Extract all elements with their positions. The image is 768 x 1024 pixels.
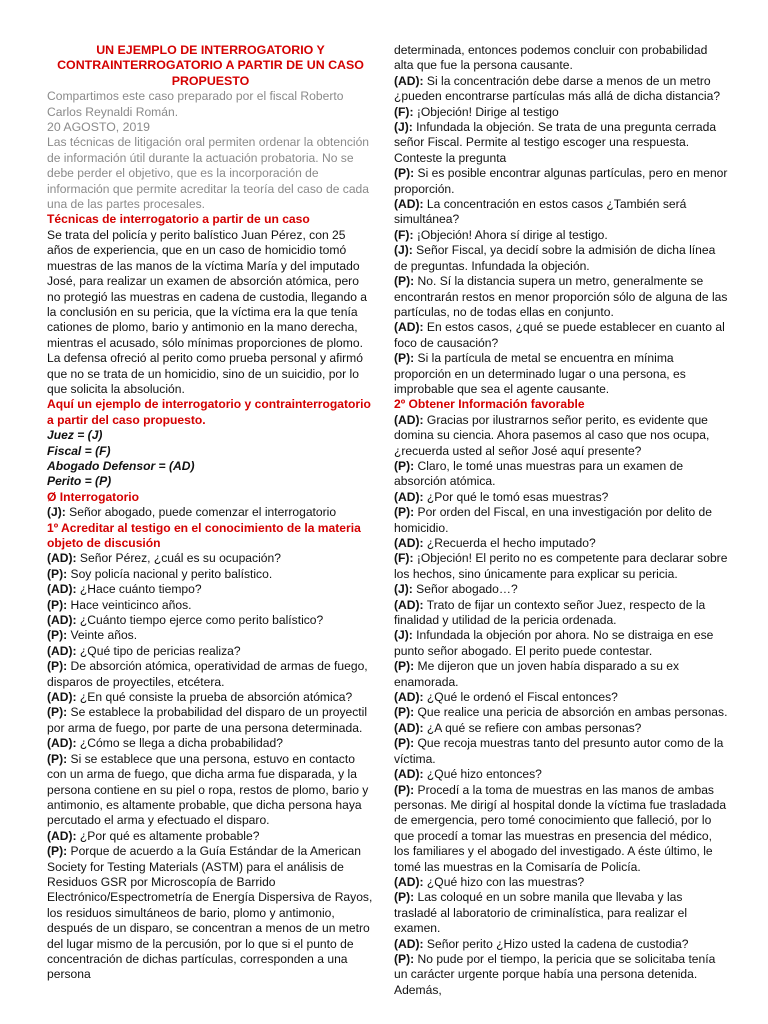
dialogue-text: Se establece la probabilidad del disparo de un proyectil por arma de fuego, por parte de una persona determinada. bbox=[47, 705, 368, 735]
section-heading-acreditar: 1º Acreditar al testigo en el conocimiento de la materia objeto de discusión bbox=[47, 520, 361, 550]
article-intro: Las técnicas de litigación oral permiten ordenar la obtención de información útil durante la actuación probatoria. No se debe perder el objetivo, que es la incorporación de información que permite acreditar la teoría del caso de cada una de las partes procesales. bbox=[47, 135, 370, 212]
dialogue-text: Porque de acuerdo a la Guía Estándar de la American Society for Testing Materials (ASTM) para el análisis de Residuos GSR por Microscopía de Barrido Electrónico/Espectrometría de Energía Dispersiva de Rayos, los residuos simultáneos de bario, plomo y antimonio, después de un disparo, se concentran a menos de un metro del lugar mismo de la percusión, por lo que si el punto de concentración de dichas partículas, corresponden a una persona bbox=[47, 844, 373, 982]
dialogue-text: Si se establece que una persona, estuvo en contacto con un arma de fuego, que dicha arma fue disparada, y la persona contiene en su piel o ropa, restos de plomo, bario y antimonio, es altamente probable, que dicha persona haya percutado el arma y efectuado el disparo. bbox=[47, 751, 369, 828]
speaker-label: (P): bbox=[394, 705, 415, 720]
speaker-label: (P): bbox=[47, 659, 68, 674]
dialogue-line bbox=[394, 628, 728, 659]
dialogue-text: ¿Qué tipo de pericias realiza? bbox=[76, 643, 241, 658]
dialogue-line bbox=[47, 613, 374, 628]
dialogue-text: Si es posible encontrar algunas partículas, pero en menor proporción. bbox=[394, 166, 728, 196]
dialogue-line bbox=[47, 829, 374, 844]
dialogue-line bbox=[394, 659, 728, 690]
speaker-label: (P): bbox=[47, 705, 68, 720]
dialogue-line bbox=[47, 551, 374, 566]
dialogue-line bbox=[394, 721, 728, 736]
speaker-label: (AD): bbox=[394, 874, 424, 889]
article-title: UN EJEMPLO DE INTERROGATORIO Y CONTRAINTERROGATORIO A PARTIR DE UN CASO PROPUESTO bbox=[57, 43, 364, 88]
speaker-label: (AD): bbox=[47, 613, 77, 628]
speaker-label: (AD): bbox=[394, 936, 424, 951]
speaker-label: (AD): bbox=[394, 489, 424, 504]
legend-item: Juez = (J) bbox=[47, 428, 103, 443]
dialogue-text: Procedí a la toma de muestras en las manos de ambas personas. Me dirigí al hospital donde la víctima fue trasladada de emergencia, pero tomé conocimiento que falleció, por lo que procedí a tomar las muestras en presencia del médico, los familiares y el abogado del investigado. A éste último, le tomé las muestras en la Comisaría de Policía. bbox=[394, 782, 727, 874]
dialogue-line bbox=[47, 598, 374, 613]
dialogue-text: ¿Recuerda el hecho imputado? bbox=[423, 536, 596, 550]
dialogue-text: Si la concentración debe darse a menos de un metro ¿pueden encontrarse partículas más allá de dicha distancia? bbox=[394, 73, 721, 104]
speaker-label: (AD): bbox=[47, 690, 77, 705]
speaker-label: (P): bbox=[47, 844, 68, 859]
speaker-label: (P): bbox=[47, 751, 68, 766]
dialogue-block-right-a bbox=[394, 74, 728, 398]
dialogue-line bbox=[394, 705, 728, 720]
dialogue-line bbox=[394, 536, 728, 551]
dialogue-block-left-a bbox=[47, 505, 374, 520]
dialogue-line bbox=[394, 952, 728, 998]
speaker-label: (AD): bbox=[47, 828, 77, 843]
legend-item: Perito = (P) bbox=[47, 474, 112, 489]
dialogue-line bbox=[394, 736, 728, 767]
speaker-label: (AD): bbox=[47, 736, 77, 751]
dialogue-line bbox=[47, 582, 374, 597]
dialogue-text: Las coloqué en un sobre manila que llevaba y las trasladé al laboratorio de criminalística, para realizar el examen. bbox=[394, 890, 688, 936]
dialogue-text: ¿Hace cuánto tiempo? bbox=[76, 582, 202, 597]
dialogue-text: ¡Objeción! El perito no es competente para declarar sobre los hechos, sino únicamente para explicar su pericia. bbox=[394, 551, 728, 581]
dialogue-line bbox=[394, 120, 728, 166]
speaker-label: (P): bbox=[394, 458, 415, 473]
dialogue-text: Por orden del Fiscal, en una investigación por delito de homicidio. bbox=[394, 505, 712, 535]
dialogue-line bbox=[394, 74, 728, 105]
dialogue-line bbox=[394, 937, 728, 952]
dialogue-text: Gracias por ilustrarnos señor perito, es evidente que domina su ciencia. Ahora pasemos al caso que nos ocupa, ¿recuerda usted al señor José aquí presente? bbox=[394, 412, 710, 458]
dialogue-line bbox=[47, 752, 374, 829]
dialogue-text: En estos casos, ¿qué se puede establecer en cuanto al foco de causación? bbox=[394, 320, 725, 350]
dialogue-line bbox=[394, 274, 728, 320]
speaker-label: (J): bbox=[394, 628, 413, 643]
speaker-label: (AD): bbox=[394, 73, 424, 88]
speaker-label: (AD): bbox=[394, 720, 424, 735]
dialogue-text: ¿Cuánto tiempo ejerce como perito balístico? bbox=[76, 613, 324, 628]
speaker-label: (P): bbox=[394, 890, 415, 905]
dialogue-line bbox=[394, 228, 728, 243]
speaker-label: (J): bbox=[47, 505, 66, 520]
dialogue-text: ¿Por qué es altamente probable? bbox=[76, 828, 260, 843]
dialogue-line bbox=[47, 690, 374, 705]
dialogue-line bbox=[47, 705, 374, 736]
dialogue-text: La concentración en estos casos ¿También será simultánea? bbox=[394, 197, 687, 227]
dialogue-text: Hace veinticinco años. bbox=[67, 597, 192, 612]
article-byline: Compartimos este caso preparado por el fiscal Roberto Carlos Reynaldi Román. bbox=[47, 89, 344, 119]
dialogue-line bbox=[394, 459, 728, 490]
dialogue-line bbox=[394, 351, 728, 397]
dialogue-line bbox=[394, 490, 728, 505]
dialogue-line bbox=[394, 875, 728, 890]
dialogue-line bbox=[394, 166, 728, 197]
dialogue-line bbox=[394, 767, 728, 782]
dialogue-line bbox=[394, 582, 728, 597]
dialogue-text: Infundada la objeción por ahora. No se distraiga en ese punto señor abogado. El perito puede contestar. bbox=[394, 628, 714, 658]
speaker-label: (P): bbox=[47, 566, 68, 581]
dialogue-text: Veinte años. bbox=[67, 628, 138, 643]
right-column bbox=[394, 43, 728, 1024]
dialogue-line bbox=[47, 628, 374, 643]
dialogue-text: Señor Fiscal, ya decidí sobre la admisión de dicha línea de preguntas. Infundada la objeción. bbox=[394, 243, 716, 273]
dialogue-line bbox=[394, 598, 728, 629]
speaker-label: (P): bbox=[47, 597, 68, 612]
dialogue-text: Señor perito ¿Hizo usted la cadena de custodia? bbox=[423, 936, 689, 951]
dialogue-text: No. Sí la distancia supera un metro, generalmente se encontrarán restos en menor proporción sólo de alguna de las partículas, no de todas ellas en conjunto. bbox=[394, 274, 728, 319]
section-heading-informacion: 2º Obtener Información favorable bbox=[394, 397, 585, 412]
speaker-label: (AD): bbox=[394, 767, 424, 782]
dialogue-block-left-b bbox=[47, 551, 374, 982]
dialogue-text: ¡Objeción! Dirige al testigo bbox=[413, 104, 559, 119]
speaker-label: (J): bbox=[394, 582, 413, 597]
dialogue-line bbox=[394, 783, 728, 875]
speaker-label: (AD): bbox=[47, 643, 77, 658]
speaker-label: (AD): bbox=[394, 320, 424, 335]
section-heading-tecnicas: Técnicas de interrogatorio a partir de un caso bbox=[47, 212, 310, 227]
speaker-label: (F): bbox=[394, 551, 414, 566]
dialogue-text: ¿A qué se refiere con ambas personas? bbox=[423, 720, 642, 735]
speaker-label: (P): bbox=[394, 351, 415, 366]
speaker-label: (P): bbox=[394, 166, 415, 181]
dialogue-text: ¿Cómo se llega a dicha probabilidad? bbox=[76, 736, 283, 751]
dialogue-line bbox=[394, 551, 728, 582]
dialogue-line bbox=[47, 505, 374, 520]
legend-item: Fiscal = (F) bbox=[47, 443, 111, 458]
dialogue-text: ¿Qué le ordenó el Fiscal entonces? bbox=[423, 690, 618, 705]
dialogue-line bbox=[394, 413, 728, 459]
speaker-label: (P): bbox=[394, 736, 415, 751]
dialogue-line bbox=[47, 659, 374, 690]
dialogue-line bbox=[394, 890, 728, 936]
dialogue-line bbox=[47, 844, 374, 983]
article-date: 20 AGOSTO, 2019 bbox=[47, 120, 150, 135]
dialogue-text: Que realice una pericia de absorción en ambas personas. bbox=[414, 705, 728, 720]
speaker-label: (P): bbox=[394, 505, 415, 520]
speaker-label: (F): bbox=[394, 104, 414, 119]
dialogue-text: ¿Qué hizo entonces? bbox=[423, 767, 542, 782]
speaker-label: (P): bbox=[394, 659, 415, 674]
section-heading-ejemplo: Aquí un ejemplo de interrogatorio y contrainterrogatorio a partir del caso propuesto. bbox=[47, 397, 371, 427]
dialogue-text: Claro, le tomé unas muestras para un examen de absorción atómica. bbox=[394, 458, 684, 489]
left-column bbox=[47, 43, 374, 1024]
speaker-label: (P): bbox=[394, 951, 415, 966]
dialogue-text: ¿Qué hizo con las muestras? bbox=[423, 874, 585, 889]
dialogue-line bbox=[394, 243, 728, 274]
dialogue-text: ¿En qué consiste la prueba de absorción atómica? bbox=[76, 690, 353, 705]
speaker-label: (F): bbox=[394, 227, 414, 242]
case-paragraph: Se trata del policía y perito balístico Juan Pérez, con 25 años de experiencia, que en un caso de homicidio tomó muestras de las manos de la víctima María y del imputado José, para realizar un examen de absorción atómica, pero no protegió las muestras en cadena de custodia, llegando a la conclusión en su pericia, que la víctima era la que tenía cationes de plomo, bario y antimonio en la mano derecha, mientras el acusado, sólo mínimas proporciones de plomo. La defensa ofreció al perito como prueba personal y afirmó que no se trata de un homicidio, sino de un suicidio, por lo que solicita la absolución. bbox=[47, 227, 368, 396]
speaker-label: (J): bbox=[394, 243, 413, 258]
speaker-label: (P): bbox=[394, 782, 415, 797]
dialogue-text: Si la partícula de metal se encuentra en mínima proporción en un determinado lugar o una persona, es improbable que sea el agente causante. bbox=[394, 351, 686, 396]
dialogue-text: ¡Objeción! Ahora sí dirige al testigo. bbox=[413, 227, 608, 242]
dialogue-block-right-b bbox=[394, 413, 728, 998]
speaker-label: (P): bbox=[394, 274, 415, 289]
speaker-label: (AD): bbox=[394, 536, 424, 550]
legend-item: Abogado Defensor = (AD) bbox=[47, 458, 195, 473]
dialogue-text: No pude por el tiempo, la pericia que se solicitaba tenía un carácter urgente porque había una persona detenida. Además, bbox=[394, 951, 716, 997]
dialogue-line bbox=[394, 105, 728, 120]
dialogue-text: De absorción atómica, operatividad de armas de fuego, disparos de proyectiles, etcétera. bbox=[47, 659, 368, 689]
dialogue-line bbox=[47, 644, 374, 659]
speaker-label: (AD): bbox=[394, 690, 424, 705]
speaker-label: (AD): bbox=[394, 597, 424, 612]
dialogue-text: ¿Por qué le tomó esas muestras? bbox=[423, 489, 609, 504]
dialogue-text: Me dijeron que un joven había disparado a su ex enamorada. bbox=[394, 659, 680, 689]
dialogue-line bbox=[47, 736, 374, 751]
dialogue-text: Señor Pérez, ¿cuál es su ocupación? bbox=[76, 551, 281, 566]
dialogue-text: Soy policía nacional y perito balístico. bbox=[67, 566, 273, 581]
dialogue-text: Que recoja muestras tanto del presunto autor como de la víctima. bbox=[394, 736, 724, 766]
dialogue-line bbox=[394, 505, 728, 536]
dialogue-text: Trato de fijar un contexto señor Juez, respecto de la finalidad y utilidad de la pericia ordenada. bbox=[394, 597, 706, 628]
dialogue-line bbox=[394, 320, 728, 351]
speaker-label: (AD): bbox=[394, 197, 424, 212]
speaker-label: (AD): bbox=[394, 412, 424, 427]
continuation-paragraph: determinada, entonces podemos concluir con probabilidad alta que fue la persona causante. bbox=[394, 43, 708, 73]
dialogue-text: Señor abogado, puede comenzar el interrogatorio bbox=[65, 505, 337, 520]
dialogue-line bbox=[394, 197, 728, 228]
speaker-label: (AD): bbox=[47, 551, 77, 566]
speaker-label: (AD): bbox=[47, 582, 77, 597]
dialogue-text: Infundada la objeción. Se trata de una pregunta cerrada señor Fiscal. Permite al testigo escoger una respuesta. Conteste la pregunta bbox=[394, 120, 717, 165]
speaker-label: (J): bbox=[394, 120, 413, 135]
dialogue-line bbox=[47, 567, 374, 582]
dialogue-text: Señor abogado…? bbox=[412, 582, 518, 597]
dialogue-line bbox=[394, 690, 728, 705]
section-heading-interrogatorio: Ø Interrogatorio bbox=[47, 489, 140, 504]
speaker-label: (P): bbox=[47, 628, 68, 643]
